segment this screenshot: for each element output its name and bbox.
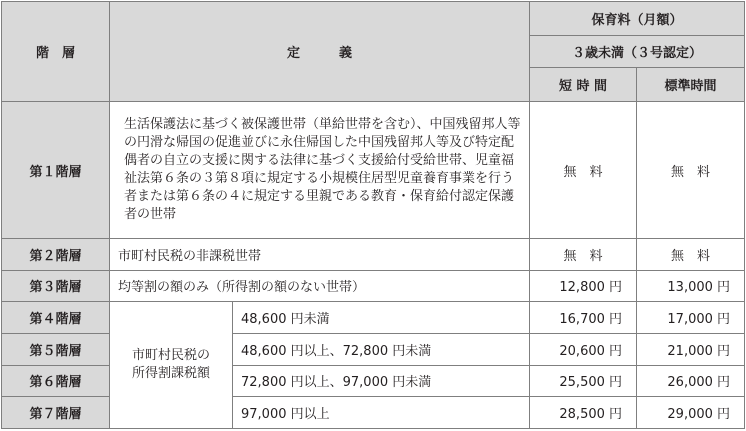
table-row <box>2 102 745 239</box>
level-cell: 第２階層 <box>2 238 110 270</box>
short-hours-fee: 20,600 円 <box>530 333 637 365</box>
income-range-cell: 48,600 円以上、72,800 円未満 <box>233 333 530 365</box>
income-range-cell: 48,600 円未満 <box>233 302 530 334</box>
definition-cell: 市町村民税の非課税世帯 <box>110 238 530 270</box>
standard-hours-fee: 無 料 <box>637 102 745 239</box>
short-hours-fee: 16,700 円 <box>530 302 637 334</box>
standard-hours-fee: 21,000 円 <box>637 333 745 365</box>
short-hours-fee: 無 料 <box>530 102 637 239</box>
header-level: 階 層 <box>2 2 110 102</box>
level-cell: 第５階層 <box>2 333 110 365</box>
definition-cell: 生活保護法に基づく被保護世帯（単給世帯を含む）、中国残留邦人等の円滑な帰国の促進並びに永住帰国した中国残留邦人等及び特定配偶者の自立の支援に関する法律に基づく支援給付受給世帯、児童福祉法第６条の３第８項に規定する小規模住居型児童養育事業を行う者または第６条の４に規定する里親である教育・保育給付認定保護者の世帯 <box>110 102 530 239</box>
header-short-hours: 短 時 間 <box>530 68 637 102</box>
table-row <box>2 270 745 302</box>
standard-hours-fee: 29,000 円 <box>637 397 745 429</box>
short-hours-fee: 無 料 <box>530 238 637 270</box>
header-age-group: ３歳未満（３号認定） <box>530 35 745 68</box>
header-standard-hours: 標準時間 <box>637 68 745 102</box>
short-hours-fee: 12,800 円 <box>530 270 637 302</box>
header-definition: 定 義 <box>110 2 530 102</box>
short-hours-fee: 25,500 円 <box>530 365 637 397</box>
income-range-cell: 97,000 円以上 <box>233 397 530 429</box>
level-cell: 第１階層 <box>2 102 110 239</box>
fee-table <box>1 1 745 429</box>
level-cell: 第６階層 <box>2 365 110 397</box>
income-range-cell: 72,800 円以上、97,000 円未満 <box>233 365 530 397</box>
standard-hours-fee: 13,000 円 <box>637 270 745 302</box>
table-row <box>2 302 745 334</box>
header-fee: 保育料（月額） <box>530 2 745 36</box>
level-cell: 第４階層 <box>2 302 110 334</box>
standard-hours-fee: 無 料 <box>637 238 745 270</box>
definition-cell: 均等割の額のみ（所得割の額のない世帯） <box>110 270 530 302</box>
standard-hours-fee: 26,000 円 <box>637 365 745 397</box>
income-tax-label: 市町村民税の所得割課税額 <box>110 302 233 429</box>
level-cell: 第７階層 <box>2 397 110 429</box>
table-row <box>2 238 745 270</box>
short-hours-fee: 28,500 円 <box>530 397 637 429</box>
standard-hours-fee: 17,000 円 <box>637 302 745 334</box>
level-cell: 第３階層 <box>2 270 110 302</box>
